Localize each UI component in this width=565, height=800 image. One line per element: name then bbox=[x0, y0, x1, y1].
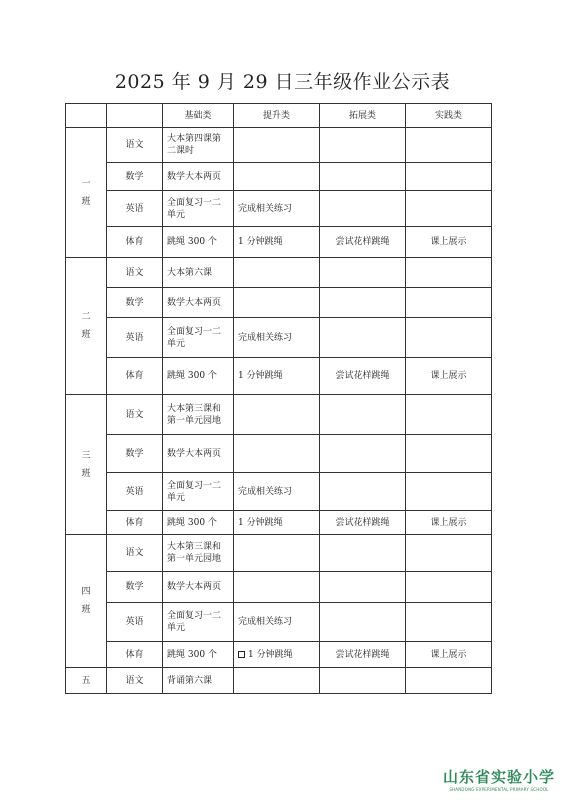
extend-cell bbox=[320, 258, 406, 288]
improve-text: 完成相关练习 bbox=[238, 486, 293, 497]
table-row bbox=[66, 288, 492, 318]
class-name-cell bbox=[66, 668, 107, 694]
basic-text: 数学大本两页 bbox=[167, 448, 222, 459]
class-name: 一 班 bbox=[81, 178, 91, 207]
basic-text: 跳绳 300 个 bbox=[167, 649, 217, 660]
table-row bbox=[66, 603, 492, 642]
practice-cell bbox=[406, 535, 492, 572]
subject-text: 数学 bbox=[125, 582, 144, 592]
subject-cell bbox=[107, 668, 163, 694]
checkbox-icon bbox=[238, 651, 245, 658]
basic-cell bbox=[163, 435, 234, 473]
practice-cell bbox=[406, 128, 492, 163]
subject-text: 语文 bbox=[125, 409, 144, 420]
practice-cell bbox=[406, 473, 492, 511]
improve-cell bbox=[234, 227, 320, 258]
basic-cell bbox=[163, 128, 234, 163]
school-logo bbox=[443, 766, 555, 792]
subject-text: 语文 bbox=[125, 548, 144, 558]
extend-text: 尝试花样跳绳 bbox=[335, 649, 390, 660]
basic-text: 数学大本两页 bbox=[167, 582, 222, 592]
subject-text: 数学 bbox=[125, 171, 144, 182]
practice-cell bbox=[406, 603, 492, 642]
table-row bbox=[66, 395, 492, 435]
subject-cell bbox=[107, 603, 163, 642]
practice-cell bbox=[406, 318, 492, 358]
improve-cell bbox=[234, 603, 320, 642]
practice-cell bbox=[406, 227, 492, 258]
table-row bbox=[66, 642, 492, 668]
header-cell bbox=[66, 104, 107, 128]
class-name: 二 班 bbox=[81, 312, 91, 340]
school-name-cn: 山东省实验小学 bbox=[442, 768, 555, 786]
basic-text: 大本第四课第二课时 bbox=[167, 134, 222, 156]
subject-text: 数学 bbox=[125, 297, 144, 308]
table-row bbox=[66, 258, 492, 288]
improve-cell bbox=[234, 318, 320, 358]
subject-cell bbox=[107, 288, 163, 318]
extend-cell bbox=[320, 572, 406, 603]
extend-cell bbox=[320, 668, 406, 694]
practice-cell bbox=[406, 288, 492, 318]
practice-cell bbox=[406, 435, 492, 473]
improve-cell bbox=[234, 642, 320, 668]
practice-cell bbox=[406, 358, 492, 395]
practice-cell bbox=[406, 668, 492, 694]
practice-text: 课上展示 bbox=[430, 649, 467, 660]
subject-cell bbox=[107, 473, 163, 511]
practice-text: 课上展示 bbox=[430, 237, 467, 247]
extend-cell bbox=[320, 358, 406, 395]
header-improve: 提升类 bbox=[234, 104, 320, 128]
improve-cell bbox=[234, 435, 320, 473]
table-row bbox=[66, 163, 492, 191]
class-name: 五 bbox=[81, 675, 91, 686]
basic-cell bbox=[163, 642, 234, 668]
basic-cell bbox=[163, 473, 234, 511]
extend-cell bbox=[320, 535, 406, 572]
basic-text: 跳绳 300 个 bbox=[167, 237, 217, 247]
basic-text: 背诵第六课 bbox=[167, 675, 213, 686]
subject-cell bbox=[107, 191, 163, 227]
basic-text: 全面复习一二单元 bbox=[167, 197, 222, 220]
basic-text: 全面复习一二单元 bbox=[167, 326, 222, 349]
basic-text: 跳绳 300 个 bbox=[167, 517, 217, 528]
basic-cell bbox=[163, 288, 234, 318]
header-cell bbox=[107, 104, 163, 128]
table-row bbox=[66, 572, 492, 603]
table-row bbox=[66, 227, 492, 258]
subject-text: 语文 bbox=[125, 267, 144, 278]
improve-cell bbox=[234, 511, 320, 535]
basic-cell bbox=[163, 395, 234, 435]
school-name-en: SHANDONG EXPERIMENTAL PRIMARY SCHOOL bbox=[449, 787, 549, 792]
improve-text: 1 分钟跳绳 bbox=[248, 649, 293, 660]
subject-cell bbox=[107, 511, 163, 535]
basic-cell bbox=[163, 163, 234, 191]
header-extend: 拓展类 bbox=[320, 104, 406, 128]
basic-cell bbox=[163, 227, 234, 258]
subject-cell bbox=[107, 227, 163, 258]
practice-cell bbox=[406, 258, 492, 288]
subject-cell bbox=[107, 258, 163, 288]
basic-text: 数学大本两页 bbox=[167, 171, 222, 182]
improve-cell bbox=[234, 191, 320, 227]
subject-text: 数学 bbox=[125, 448, 144, 459]
improve-text: 1 分钟跳绳 bbox=[238, 371, 283, 381]
extend-cell bbox=[320, 288, 406, 318]
basic-text: 大本第六课 bbox=[167, 267, 213, 278]
table-row bbox=[66, 535, 492, 572]
improve-cell bbox=[234, 163, 320, 191]
basic-cell bbox=[163, 258, 234, 288]
subject-cell bbox=[107, 642, 163, 668]
improve-cell bbox=[234, 395, 320, 435]
subject-cell bbox=[107, 358, 163, 395]
class-name-cell bbox=[66, 128, 107, 258]
practice-cell bbox=[406, 163, 492, 191]
extend-text: 尝试花样跳绳 bbox=[335, 371, 390, 381]
basic-cell bbox=[163, 358, 234, 395]
extend-cell bbox=[320, 191, 406, 227]
subject-text: 英语 bbox=[125, 486, 144, 497]
subject-cell bbox=[107, 318, 163, 358]
extend-cell bbox=[320, 511, 406, 535]
basic-cell bbox=[163, 603, 234, 642]
extend-cell bbox=[320, 435, 406, 473]
subject-text: 英语 bbox=[125, 332, 144, 343]
improve-cell bbox=[234, 358, 320, 395]
improve-text: 1 分钟跳绳 bbox=[238, 517, 283, 528]
table-row bbox=[66, 358, 492, 395]
improve-cell bbox=[234, 668, 320, 694]
extend-cell bbox=[320, 163, 406, 191]
extend-cell bbox=[320, 603, 406, 642]
improve-text: 1 分钟跳绳 bbox=[238, 237, 283, 247]
subject-text: 语文 bbox=[125, 675, 144, 686]
subject-cell bbox=[107, 128, 163, 163]
improve-cell bbox=[234, 473, 320, 511]
extend-cell bbox=[320, 395, 406, 435]
table-row bbox=[66, 668, 492, 694]
subject-cell bbox=[107, 163, 163, 191]
basic-cell bbox=[163, 668, 234, 694]
class-name-cell bbox=[66, 258, 107, 395]
basic-cell bbox=[163, 511, 234, 535]
practice-cell bbox=[406, 191, 492, 227]
table-row bbox=[66, 128, 492, 163]
improve-text: 完成相关练习 bbox=[238, 617, 293, 627]
class-name: 三 班 bbox=[81, 450, 91, 479]
extend-cell bbox=[320, 473, 406, 511]
header-basic: 基础类 bbox=[163, 104, 234, 128]
subject-cell bbox=[107, 535, 163, 572]
basic-text: 大本第三课和第一单元园地 bbox=[167, 542, 222, 564]
improve-cell bbox=[234, 258, 320, 288]
practice-cell bbox=[406, 395, 492, 435]
subject-cell bbox=[107, 435, 163, 473]
subject-text: 体育 bbox=[125, 237, 144, 247]
basic-cell bbox=[163, 318, 234, 358]
extend-cell bbox=[320, 642, 406, 668]
class-name-cell bbox=[66, 395, 107, 535]
practice-cell bbox=[406, 642, 492, 668]
subject-cell bbox=[107, 572, 163, 603]
table-row bbox=[66, 191, 492, 227]
extend-cell bbox=[320, 318, 406, 358]
extend-cell bbox=[320, 227, 406, 258]
practice-text: 课上展示 bbox=[430, 517, 467, 528]
page-title: 2025 年 9 月 29 日三年级作业公示表 bbox=[114, 71, 451, 93]
basic-text: 全面复习一二单元 bbox=[167, 611, 222, 633]
class-name: 四 班 bbox=[81, 587, 91, 615]
extend-text: 尝试花样跳绳 bbox=[335, 237, 390, 247]
extend-text: 尝试花样跳绳 bbox=[335, 517, 390, 528]
subject-text: 体育 bbox=[125, 371, 144, 381]
improve-cell bbox=[234, 288, 320, 318]
table-row bbox=[66, 473, 492, 511]
improve-cell bbox=[234, 572, 320, 603]
table-row bbox=[66, 318, 492, 358]
basic-text: 数学大本两页 bbox=[167, 297, 222, 308]
subject-text: 英语 bbox=[125, 203, 144, 214]
improve-text: 完成相关练习 bbox=[238, 203, 293, 214]
practice-text: 课上展示 bbox=[430, 371, 467, 381]
basic-cell bbox=[163, 572, 234, 603]
homework-table bbox=[65, 103, 492, 694]
subject-text: 体育 bbox=[125, 649, 144, 660]
header-practice: 实践类 bbox=[406, 104, 492, 128]
basic-text: 全面复习一二单元 bbox=[167, 480, 222, 503]
table-row bbox=[66, 435, 492, 473]
header-row bbox=[66, 104, 492, 128]
basic-text: 跳绳 300 个 bbox=[167, 371, 217, 381]
improve-cell bbox=[234, 535, 320, 572]
basic-cell bbox=[163, 535, 234, 572]
improve-cell bbox=[234, 128, 320, 163]
subject-text: 体育 bbox=[125, 517, 144, 528]
practice-cell bbox=[406, 572, 492, 603]
improve-text: 完成相关练习 bbox=[238, 332, 293, 343]
basic-text: 大本第三课和第一单元园地 bbox=[167, 403, 222, 426]
practice-cell bbox=[406, 511, 492, 535]
class-name-cell bbox=[66, 535, 107, 668]
basic-cell bbox=[163, 191, 234, 227]
subject-cell bbox=[107, 395, 163, 435]
table-row bbox=[66, 511, 492, 535]
subject-text: 英语 bbox=[125, 617, 144, 627]
subject-text: 语文 bbox=[125, 140, 144, 150]
extend-cell bbox=[320, 128, 406, 163]
